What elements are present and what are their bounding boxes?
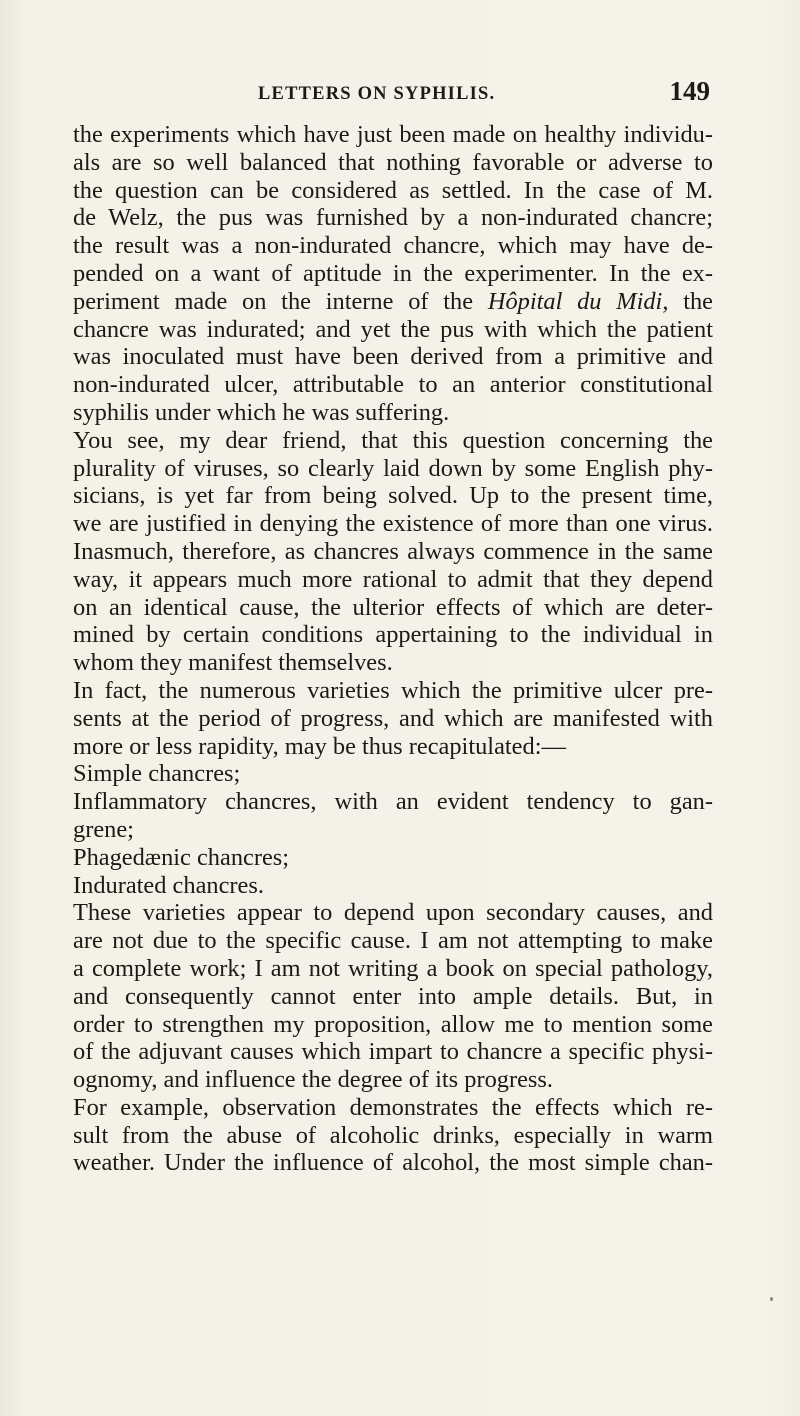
text-line: sult from the abuse of alcoholic drinks, especially in warm — [73, 1121, 713, 1149]
text-line: sents at the period of progress, and which are manifested with — [73, 704, 713, 732]
text-line: pended on a want of aptitude in the experimenter. In the ex- — [73, 259, 713, 287]
list-item: Simple chancres; — [73, 760, 241, 788]
text-line: order to strengthen my proposition, allow me to mention some — [73, 1010, 713, 1038]
body-text — [73, 121, 713, 1177]
list-item: Phagedænic chancres; — [73, 843, 290, 871]
text-line: als are so well balanced that nothing favorable or adverse to — [73, 148, 713, 176]
text-line: on an identical cause, the ulterior effects of which are deter- — [73, 593, 713, 621]
text-line: chancre was indurated; and yet the pus with which the patient — [73, 315, 713, 343]
text-line: we are justified in denying the existence of more than one virus. — [73, 510, 713, 538]
list-item: Inflammatory chancres, with an evident tendency to gan- — [73, 788, 713, 816]
text-line: weather. Under the influence of alcohol, the most simple chan- — [73, 1149, 713, 1177]
text-line: Inasmuch, therefore, as chancres always commence in the same — [73, 537, 713, 565]
paper-speck — [770, 1297, 773, 1301]
text-line: more or less rapidity, may be thus recapitulated:— — [73, 732, 566, 760]
text-line: a complete work; I am not writing a book on special pathology, — [73, 954, 713, 982]
text-line: plurality of viruses, so clearly laid down by some English phy- — [73, 454, 713, 482]
paragraph-start: For example, observation demonstrates the effects which re- — [73, 1093, 713, 1121]
page-header — [258, 76, 710, 112]
text-line: are not due to the specific cause. I am not attempting to make — [73, 927, 713, 955]
text-line — [73, 288, 713, 316]
paragraph-start: These varieties appear to depend upon secondary causes, and — [73, 899, 713, 927]
running-title: LETTERS ON SYPHILIS. — [258, 84, 496, 104]
page-number: 149 — [669, 76, 710, 106]
text-line: of the adjuvant causes which impart to chancre a specific physi- — [73, 1038, 713, 1066]
text-line: the experiments which have just been made on healthy individu- — [73, 121, 713, 148]
text-line: mined by certain conditions appertaining to the individual in — [73, 621, 713, 649]
text-line: sicians, is yet far from being solved. Up to the present time, — [73, 482, 713, 510]
text-line: non-indurated ulcer, attributable to an anterior constitutional — [73, 371, 713, 399]
text-line: the question can be considered as settled. In the case of M. — [73, 176, 713, 204]
text-fragment: periment made on the interne of the — [73, 287, 488, 315]
text-line: the result was a non-indurated chancre, which may have de- — [73, 232, 713, 260]
text-line: was inoculated must have been derived from a primitive and — [73, 343, 713, 371]
paragraph-start: In fact, the numerous varieties which the primitive ulcer pre- — [73, 676, 713, 704]
text-line: de Welz, the pus was furnished by a non-indurated chancre; — [73, 204, 713, 232]
text-line: way, it appears much more rational to admit that they depend — [73, 565, 713, 593]
text-line: whom they manifest themselves. — [73, 649, 393, 677]
text-line: ognomy, and influence the degree of its progress. — [73, 1066, 553, 1094]
paragraph-start: You see, my dear friend, that this question concerning the — [73, 426, 713, 454]
list-item: Indurated chancres. — [73, 871, 264, 899]
italic-place-name: Hôpital du Midi, — [487, 287, 669, 315]
list-item-continuation: grene; — [73, 815, 134, 843]
text-line: and consequently cannot enter into ample details. But, in — [73, 982, 713, 1010]
text-line: syphilis under which he was suffering. — [73, 398, 450, 426]
text-fragment: the — [668, 287, 713, 315]
